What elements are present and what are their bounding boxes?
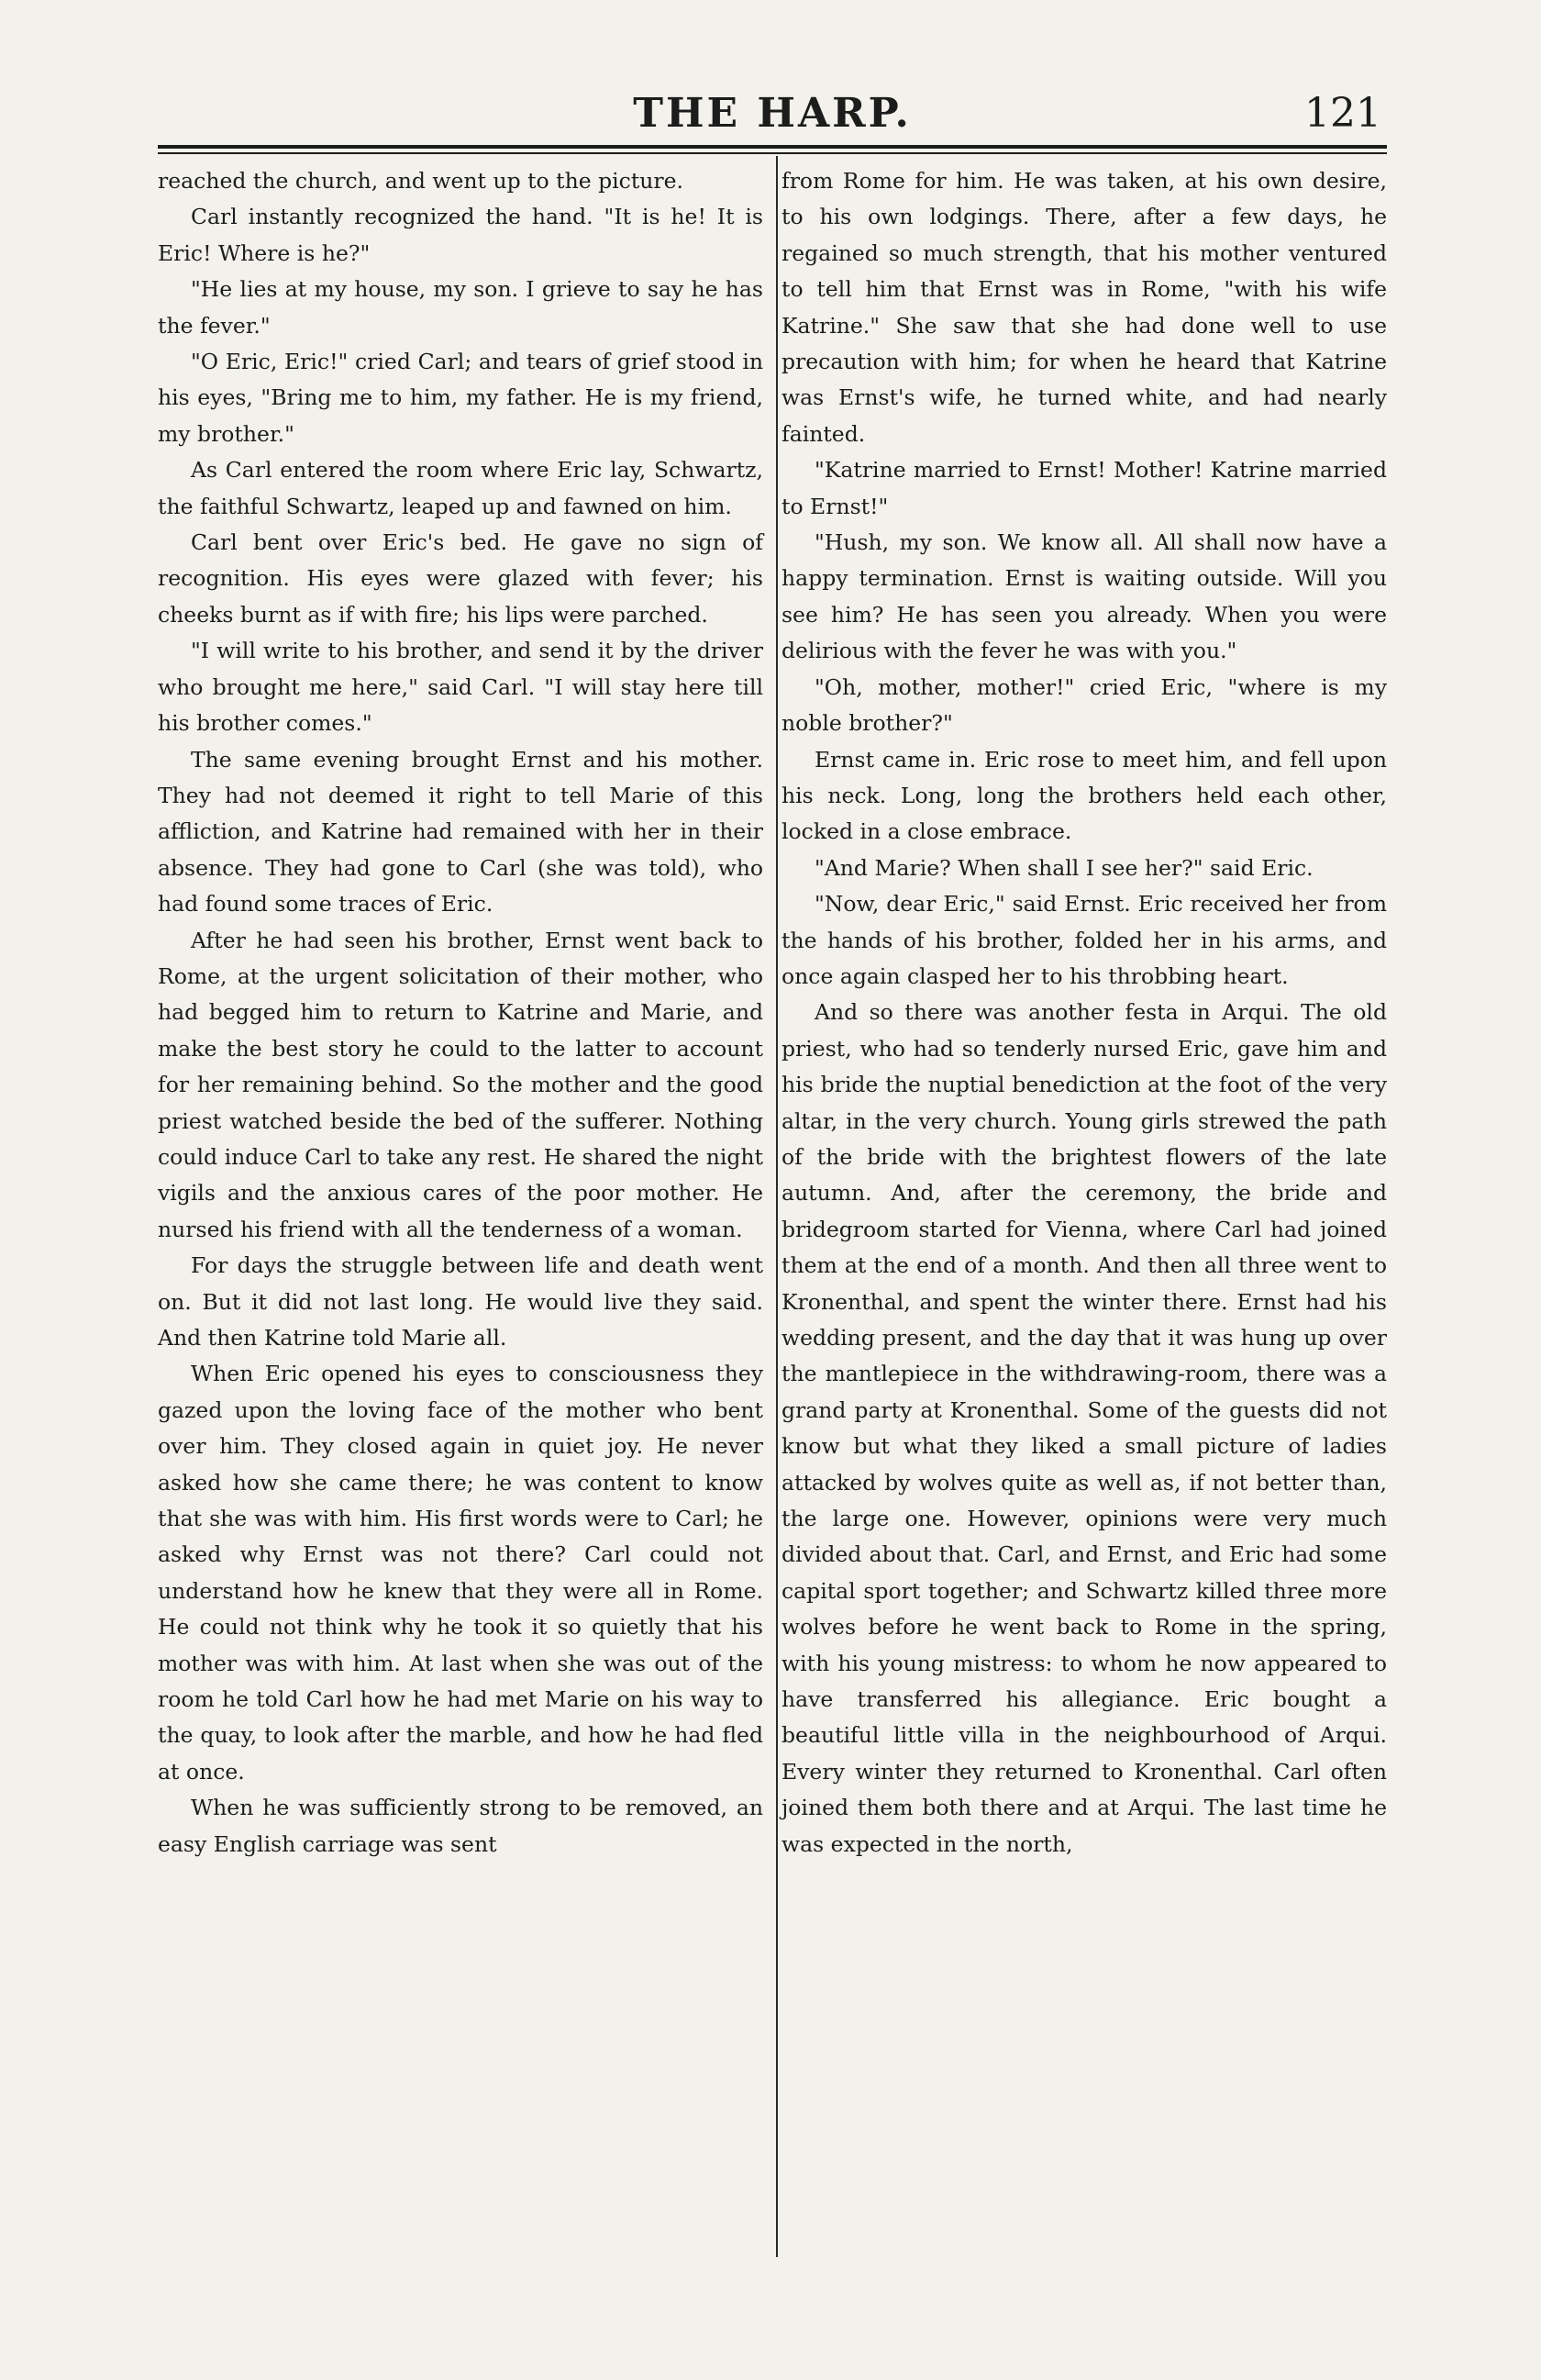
paragraph: And so there was another festa in Arqui. The old priest, who had so tenderly nursed Eric, gave him and his bride the nuptial benediction at the foot of the very altar, in the very church. Young girls strewed the path of the bride with the brightest flowers of the late autumn. And, after the ceremony, the bride and bridegroom started for Vienna, where Carl had joined them at the end of a month. And then all three went to Kronenthal, and spent the winter there. Ernst had his wedding present, and the day that it was hung up over the mantlepiece in the withdrawing-room, there was a grand party at Kronenthal. Some of the guests did not know but what they liked a small picture of ladies attacked by wolves quite as well as, if not better than, the large one. However, opinions were very much divided about that. Carl, and Ernst, and Eric had some capital sport together; and Schwartz killed three more wolves before he went back to Rome in the spring, with his young mistress: to whom he now appeared to have transferred his allegiance. Eric bought a beautiful little villa in the neighbourhood of Arqui. Every winter they returned to Kronenthal. Carl often joined them both there and at Arqui. The last time he was expected in the north, [782, 999, 1387, 1857]
paragraph: "Katrine married to Ernst! Mother! Katrine married to Ernst!" [782, 457, 1387, 519]
column-divider [776, 156, 778, 2257]
paragraph: reached the church, and went up to the picture. [158, 168, 684, 194]
paragraph: "I will write to his brother, and send it by the driver who brought me here," said Carl. "I will stay here till his brother comes." [158, 638, 763, 737]
left-column [158, 163, 763, 1863]
right-column [782, 163, 1387, 1863]
paragraph: As Carl entered the room where Eric lay, Schwartz, the faithful Schwartz, leaped up and fawned on him. [158, 457, 763, 519]
paragraph: The same evening brought Ernst and his mother. They had not deemed it right to tell Marie of this affliction, and Katrine had remained with her in their absence. They had gone to Carl (she was told), who had found some traces of Eric. [158, 746, 763, 918]
paragraph: "O Eric, Eric!" cried Carl; and tears of grief stood in his eyes, "Bring me to him, my father. He is my friend, my brother." [158, 349, 763, 447]
paragraph: Carl bent over Eric's bed. He gave no sign of recognition. His eyes were glazed with fever; his cheeks burnt as if with fire; his lips were parched. [158, 529, 763, 628]
paragraph: When he was sufficiently strong to be removed, an easy English carriage was sent [158, 1795, 763, 1857]
paragraph: For days the struggle between life and death went on. But it did not last long. He would live they said. And then Katrine told Marie all. [158, 1252, 763, 1351]
header-rule-thick [158, 145, 1387, 149]
page-header [158, 84, 1387, 143]
paragraph: Ernst came in. Eric rose to meet him, and fell upon his neck. Long, long the brothers held each other, locked in a close embrace. [782, 746, 1387, 845]
paragraph: When Eric opened his eyes to consciousness they gazed upon the loving face of the mother who bent over him. They closed again in quiet joy. He never asked how she came there; he was content to know that she was with him. His first words were to Carl; he asked why Ernst was not there? Carl could not understand how he knew that they were all in Rome. He could not think why he took it so quietly that his mother was with him. At last when she was out of the room he told Carl how he had met Marie on his way to the quay, to look after the marble, and how he had fled at once. [158, 1361, 763, 1785]
paragraph: "He lies at my house, my son. I grieve to say he has the fever." [158, 276, 763, 339]
running-title: THE HARP. [633, 90, 912, 137]
page-number: 121 [1304, 90, 1381, 137]
paragraph: "Hush, my son. We know all. All shall now have a happy termination. Ernst is waiting outside. Will you see him? He has seen you already. When you were delirious with the fever he was with you." [782, 529, 1387, 664]
paragraph: "And Marie? When shall I see her?" said Eric. [815, 854, 1314, 881]
paragraph: from Rome for him. He was taken, at his own desire, to his own lodgings. There, after a few days, he regained so much strength, that his mother ventured to tell him that Ernst was in Rome, "with his wife Katrine." She saw that she had done well to use precaution with him; for when he heard that Katrine was Ernst's wife, he turned white, and had nearly fainted. [782, 168, 1387, 447]
header-rule-thin [158, 152, 1387, 154]
paragraph: "Oh, mother, mother!" cried Eric, "where is my noble brother?" [782, 673, 1387, 737]
paragraph: After he had seen his brother, Ernst went back to Rome, at the urgent solicitation of their mother, who had begged him to return to Katrine and Marie, and make the best story he could to the latter to account for her remaining behind. So the mother and the good priest watched beside the bed of the sufferer. Nothing could induce Carl to take any rest. He shared the night vigils and the anxious cares of the poor mother. He nursed his friend with all the tenderness of a woman. [158, 927, 763, 1242]
paragraph: "Now, dear Eric," said Ernst. Eric received her from the hands of his brother, folded her in his arms, and once again clasped her to his throbbing heart. [782, 891, 1387, 989]
paragraph: Carl instantly recognized the hand. "It is he! It is Eric! Where is he?" [158, 204, 763, 266]
